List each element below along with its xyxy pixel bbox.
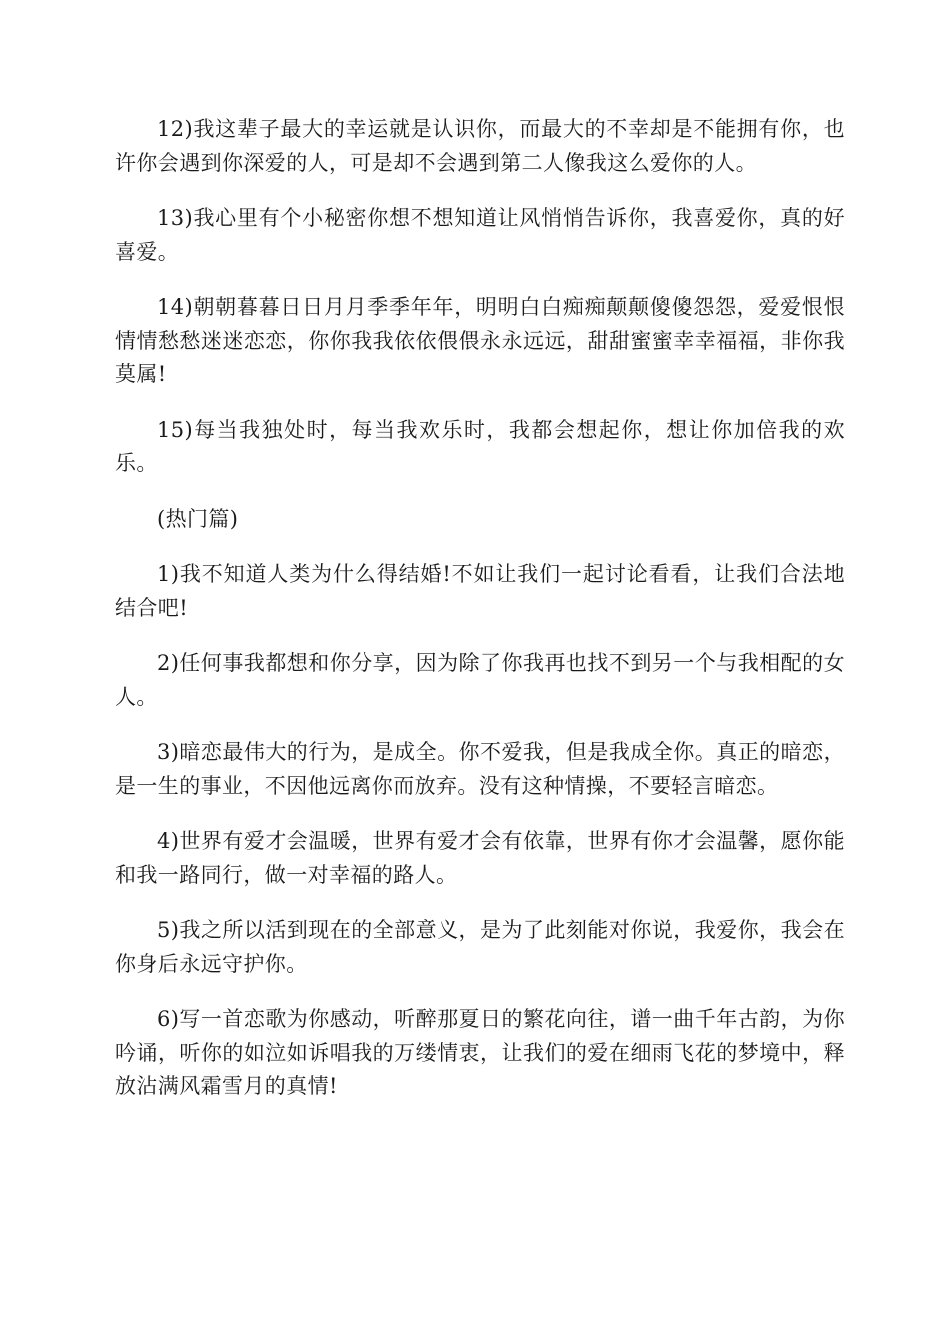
paragraph-14: 14)朝朝暮暮日日月月季季年年，明明白白痴痴颠颠傻傻怨怨，爱爱恨恨情情愁愁迷迷恋恋，你你我我依依偎偎永永远远，甜甜蜜蜜幸幸福福，非你我莫属! <box>115 295 845 386</box>
section-heading: (热门篇) <box>157 506 239 531</box>
paragraph-6: 6)写一首恋歌为你感动，听醉那夏日的繁花向往，谱一曲千年古韵，为你吟诵，听你的如泣如诉唱我的万缕情衷，让我们的爱在细雨飞花的梦境中，释放沾满风霜雪月的真情! <box>115 1007 845 1098</box>
paragraph-4: 4)世界有爱才会温暖，世界有爱才会有依靠，世界有你才会温馨，愿你能和我一路同行，做一对幸福的路人。 <box>115 829 845 887</box>
paragraph-13: 13)我心里有个小秘密你想不想知道让风悄悄告诉你，我喜爱你，真的好喜爱。 <box>115 206 845 264</box>
document-body <box>115 113 845 1126</box>
paragraph-2: 2)任何事我都想和你分享，因为除了你我再也找不到另一个与我相配的女人。 <box>115 651 845 709</box>
paragraph-1: 1)我不知道人类为什么得结婚!不如让我们一起讨论看看，让我们合法地结合吧! <box>115 562 845 620</box>
paragraph-12: 12)我这辈子最大的幸运就是认识你，而最大的不幸却是不能拥有你，也许你会遇到你深爱的人，可是却不会遇到第二人像我这么爱你的人。 <box>115 117 845 175</box>
paragraph-15: 15)每当我独处时，每当我欢乐时，我都会想起你，想让你加倍我的欢乐。 <box>115 417 845 475</box>
paragraph-5: 5)我之所以活到现在的全部意义，是为了此刻能对你说，我爱你，我会在你身后永远守护你。 <box>115 918 845 976</box>
paragraph-3: 3)暗恋最伟大的行为，是成全。你不爱我，但是我成全你。真正的暗恋，是一生的事业，不因他远离你而放弃。没有这种情操，不要轻言暗恋。 <box>115 740 845 798</box>
